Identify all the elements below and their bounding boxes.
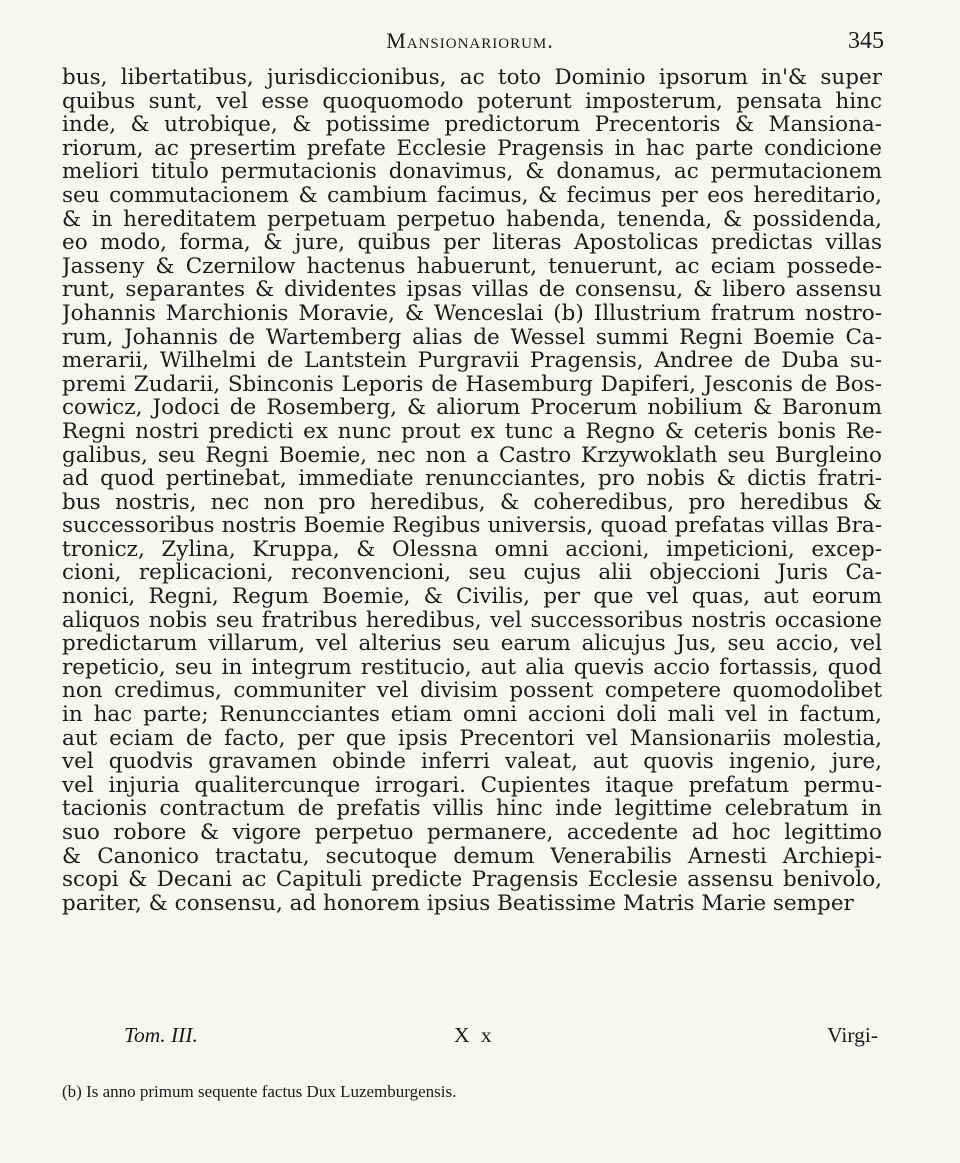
text-line: aut eciam de facto, per que ipsis Precentori vel Mansionariis molestia,: [62, 726, 882, 751]
running-head: Mansionariorum.: [386, 28, 554, 53]
signature-mark: X x: [454, 1023, 495, 1047]
body-text: [62, 66, 882, 915]
text-line: pariter, & consensu, ad honorem ipsius Beatissime Matris Marie semper: [62, 891, 854, 916]
text-line: predictarum villarum, vel alterius seu earum alicujus Jus, seu accio, vel: [62, 632, 882, 656]
text-line: non credimus, communiter vel divisim possent competere quomodolibet: [62, 679, 882, 704]
text-line: aliquos nobis seu fratribus heredibus, vel successoribus nostris occasione: [62, 608, 882, 633]
text-line: eo modo, forma, & jure, quibus per literas Apostolicas predictas villas: [62, 231, 882, 255]
text-line: tacionis contractum de prefatis villis hinc inde legittime celebratum in: [62, 797, 882, 821]
text-line: runt, separantes & dividentes ipsas villas de consensu, & libero assensu: [62, 278, 882, 302]
text-line: vel quodvis gravamen obinde inferri valeat, aut quovis ingenio, jure,: [62, 750, 882, 774]
text-line: & Canonico tractatu, secutoque demum Venerabilis Arnesti Archiepi-: [62, 844, 882, 869]
text-line: bus, libertatibus, jurisdiccionibus, ac toto Dominio ipsorum in'& super: [62, 66, 882, 90]
text-line: riorum, ac presertim prefate Ecclesie Pragensis in hac parte condicione: [62, 136, 882, 161]
text-line: quibus sunt, vel esse quoquomodo poterunt imposterum, pensata hinc: [62, 89, 882, 114]
text-line: merarii, Wilhelmi de Lantstein Purgravii Pragensis, Andree de Duba su-: [62, 349, 882, 373]
text-line: scopi & Decani ac Capituli predicte Pragensis Ecclesie assensu benivolo,: [62, 868, 882, 892]
text-line: Jasseny & Czernilow hactenus habuerunt, tenuerunt, ac eciam possede-: [62, 254, 882, 279]
text-line: inde, & utrobique, & potissime predictorum Precentoris & Mansiona-: [62, 113, 882, 137]
text-line: suo robore & vigore perpetuo permanere, accedente ad hoc legittimo: [62, 821, 882, 845]
text-line: & in hereditatem perpetuam perpetuo habenda, tenenda, & possidenda,: [62, 207, 882, 232]
text-line: ad quod pertinebat, immediate renuncciantes, pro nobis & dictis fratri-: [62, 467, 882, 491]
page-footer: [62, 1023, 882, 1051]
text-line: rum, Johannis de Wartemberg alias de Wessel summi Regni Boemie Ca-: [62, 325, 882, 350]
volume-label: Tom. III.: [124, 1023, 198, 1047]
text-line: vel injuria qualitercunque irrogari. Cupientes itaque prefatum permu-: [62, 773, 882, 798]
text-line: repeticio, seu in integrum restitucio, aut alia quevis accio fortassis, quod: [62, 655, 882, 680]
page-header: [60, 24, 884, 60]
page-number: 345: [848, 28, 884, 54]
text-line: successoribus nostris Boemie Regibus universis, quoad prefatas villas Bra-: [62, 514, 882, 538]
text-line: Regni nostri predicti ex nunc prout ex tunc a Regno & ceteris bonis Re-: [62, 419, 882, 444]
text-line: tronicz, Zylina, Kruppa, & Olessna omni accioni, impeticioni, excep-: [62, 537, 882, 562]
text-line: premi Zudarii, Sbinconis Leporis de Hasemburg Dapiferi, Jesconis de Bos-: [62, 372, 882, 397]
text-line: Johannis Marchionis Moravie, & Wenceslai (b) Illustrium fratrum nostro-: [62, 301, 882, 326]
text-line: cioni, replicacioni, reconvencioni, seu cujus alii objeccioni Juris Ca-: [62, 561, 882, 586]
text-line: nonici, Regni, Regum Boemie, & Civilis, per que vel quas, aut eorum: [62, 585, 882, 609]
catchword: Virgi-: [827, 1023, 878, 1047]
text-line: seu commutacionem & cambium facimus, & fecimus per eos hereditario,: [62, 183, 882, 208]
text-line: galibus, seu Regni Boemie, nec non a Castro Krzywoklath seu Burgleino: [62, 443, 882, 468]
text-line: in hac parte; Renuncciantes etiam omni accioni doli mali vel in factum,: [62, 703, 882, 727]
footnote: (b) Is anno primum sequente factus Dux Luzemburgensis.: [62, 1082, 457, 1101]
text-line: cowicz, Jodoci de Rosemberg, & aliorum Procerum nobilium & Baronum: [62, 396, 882, 420]
text-line: meliori titulo permutacionis donavimus, & donamus, ac permutacionem: [62, 160, 882, 184]
text-line: bus nostris, nec non pro heredibus, & coheredibus, pro heredibus &: [62, 490, 882, 515]
